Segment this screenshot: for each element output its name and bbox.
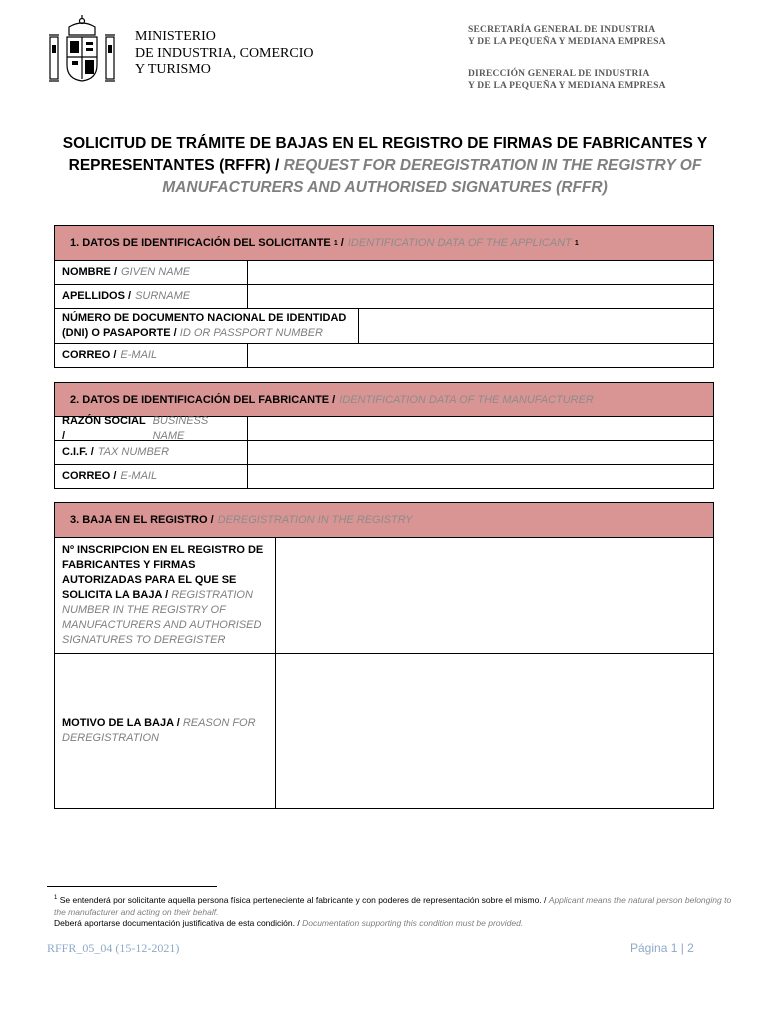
- direccion-line: DIRECCIÓN GENERAL DE INDUSTRIA: [468, 69, 650, 79]
- footnote-1: [54, 892, 734, 919]
- field-label: [55, 465, 248, 488]
- form-row: [55, 261, 713, 285]
- coat-of-arms-logo: [47, 15, 117, 87]
- footnote-text-en: Documentation supporting this condition must be provided.: [302, 918, 524, 928]
- form-row: [55, 538, 713, 654]
- page-number: Página 1 | 2: [630, 941, 694, 955]
- form-row: [55, 414, 713, 442]
- reason-field[interactable]: [276, 654, 713, 808]
- title-en: REQUEST FOR DEREGISTRATION IN THE REGISTRY OF MANUFACTURERS AND AUTHORISED SIGNATURES (RFFR): [162, 157, 702, 196]
- form-row: [55, 344, 713, 367]
- field-label: [55, 441, 248, 464]
- footnote-separator: [47, 886, 217, 887]
- section-header: [55, 383, 713, 417]
- field-label: [55, 285, 248, 308]
- surname-field[interactable]: [248, 285, 713, 308]
- section-title-es: 2. DATOS DE IDENTIFICACIÓN DEL FABRICANTE /: [70, 393, 336, 406]
- form-row: [55, 654, 713, 808]
- id-number-field[interactable]: [359, 309, 713, 343]
- section-title-es: 3. BAJA EN EL REGISTRO /: [70, 514, 214, 526]
- section-title-en: DEREGISTRATION IN THE REGISTRY: [217, 514, 413, 526]
- ministry-name: [135, 29, 314, 79]
- footnote-text-es: Deberá aportarse documentación justificativa de esta condición. /: [54, 918, 300, 928]
- section-manufacturer: [54, 382, 714, 489]
- label-es: MOTIVO DE LA BAJA /: [62, 717, 180, 729]
- secretaria-line: Y DE LA PEQUEÑA Y MEDIANA EMPRESA: [468, 37, 666, 47]
- section-applicant: [54, 225, 714, 368]
- label-en: GIVEN NAME: [121, 266, 191, 278]
- label-es: CORREO /: [62, 470, 117, 482]
- label-en: ID OR PASSPORT NUMBER: [179, 327, 323, 339]
- form-row: [55, 285, 713, 309]
- ministry-line: Y TURISMO: [135, 62, 211, 77]
- footnote-text-es: Se entenderá por solicitante aquella persona física perteneciente al fabricante y con poderes de representación sobre el mismo. /: [59, 894, 547, 905]
- ministry-line: MINISTERIO: [135, 29, 216, 44]
- form-row: [55, 441, 713, 465]
- label-en: REGISTRATION NUMBER IN THE REGISTRY OF MANUFACTURERS AND AUTHORISED SIGNATURES TO DEREGISTER: [62, 589, 262, 646]
- label-es: APELLIDOS /: [62, 290, 132, 302]
- ministry-line: DE INDUSTRIA, COMERCIO: [135, 45, 314, 61]
- direccion-general: [468, 68, 666, 92]
- label-en: TAX NUMBER: [97, 446, 170, 458]
- section-title-es: 1. DATOS DE IDENTIFICACIÓN DEL SOLICITANTE: [70, 237, 331, 249]
- registration-number-field[interactable]: [276, 538, 713, 653]
- field-label: [55, 538, 276, 653]
- section-header: [55, 226, 713, 261]
- manufacturer-email-field[interactable]: [248, 465, 713, 488]
- business-name-field[interactable]: [248, 417, 713, 440]
- label-es: Nº INSCRIPCION EN EL REGISTRO DE FABRICANTES Y FIRMAS AUTORIZADAS PARA EL QUE SE SOLICITA LA BAJA /: [62, 544, 264, 601]
- document-title: [60, 133, 710, 199]
- document-code: RFFR_05_04 (15-12-2021): [47, 941, 180, 955]
- section-deregistration: [54, 502, 714, 809]
- label-es: C.I.F. /: [62, 446, 94, 458]
- footnote-mark: 1: [333, 239, 338, 247]
- label-en: E-MAIL: [120, 349, 158, 361]
- label-es: NOMBRE /: [62, 266, 117, 278]
- secretaria-line: SECRETARÍA GENERAL DE INDUSTRIA: [468, 25, 656, 35]
- footnote-text-en: Applicant means the natural person belonging to the manufacturer and acting on their behalf.: [54, 894, 732, 918]
- section-title-en: IDENTIFICATION DATA OF THE APPLICANT: [347, 237, 572, 249]
- label-es: NÚMERO DE DOCUMENTO NACIONAL DE IDENTIDAD (DNI) O PASAPORTE /: [62, 312, 347, 339]
- field-label: [55, 344, 248, 367]
- given-name-field[interactable]: [248, 261, 713, 284]
- label-es: RAZÓN SOCIAL /: [62, 414, 146, 442]
- slash: /: [340, 237, 344, 249]
- secretaria-general: [468, 24, 666, 48]
- footnote-mark: 1: [574, 239, 579, 247]
- label-es: CORREO /: [62, 349, 117, 361]
- field-label: [55, 309, 359, 343]
- footnote-mark: 1: [54, 895, 58, 901]
- footnote-2: [54, 917, 734, 930]
- direccion-line: Y DE LA PEQUEÑA Y MEDIANA EMPRESA: [468, 81, 666, 91]
- label-en: REASON FOR DEREGISTRATION: [62, 717, 256, 744]
- title-es: SOLICITUD DE TRÁMITE DE BAJAS EN EL REGISTRO DE FIRMAS DE FABRICANTES Y REPRESENTANTES (RFFR) /: [62, 135, 708, 174]
- field-label: [55, 261, 248, 284]
- label-en: E-MAIL: [120, 470, 158, 482]
- section-title-en: IDENTIFICATION DATA OF THE MANUFACTURER: [339, 393, 594, 406]
- form-row: [55, 309, 713, 344]
- field-label: [55, 414, 248, 442]
- label-en: SURNAME: [135, 290, 191, 302]
- section-header: [55, 503, 713, 538]
- label-en: BUSINESS NAME: [152, 414, 209, 442]
- tax-number-field[interactable]: [248, 441, 713, 464]
- form-row: [55, 465, 713, 488]
- field-label: [55, 654, 276, 808]
- applicant-email-field[interactable]: [248, 344, 713, 367]
